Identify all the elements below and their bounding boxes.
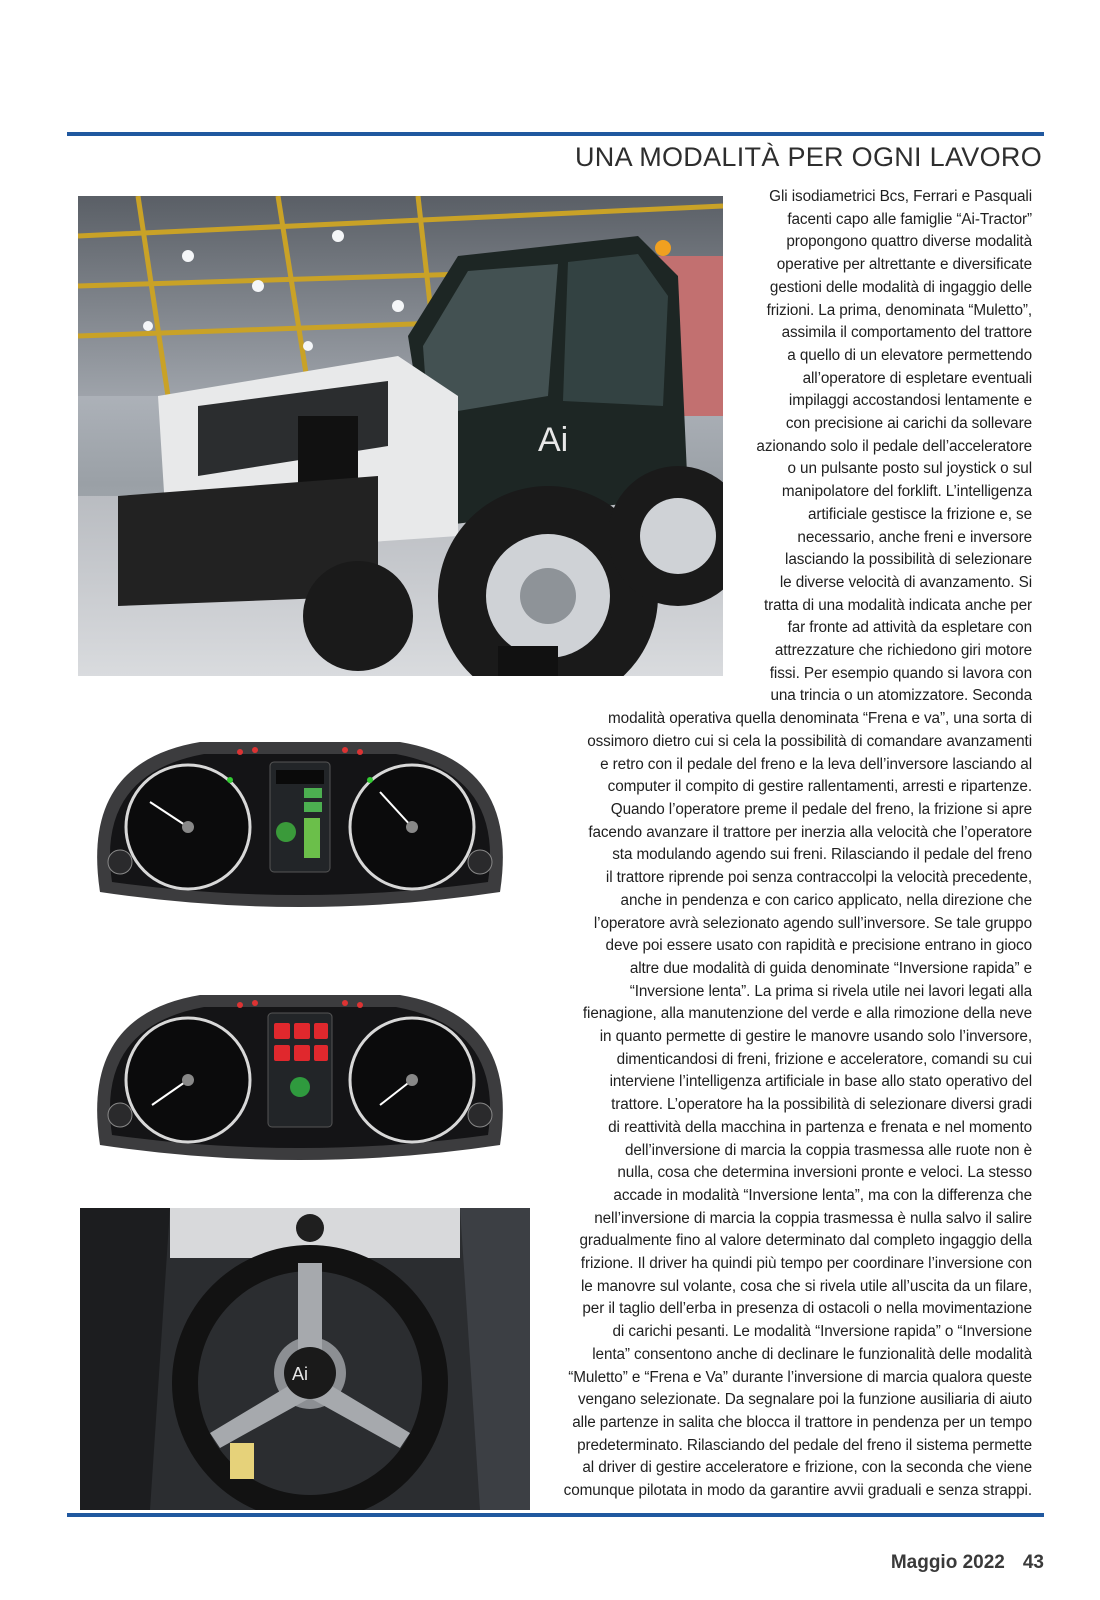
- article-line: dimenticandosi di freni, frizione e acceleratore, comandi su cui: [616, 1050, 1032, 1068]
- article-line: facendo avanzare il trattore per inerzia alla velocità che l’operatore: [588, 823, 1032, 841]
- article-line: tratta di una modalità indicata anche per: [763, 596, 1032, 614]
- article-line: le diverse velocità di avanzamento. Si: [779, 573, 1032, 591]
- article-line: all’operatore di espletare eventuali: [802, 369, 1032, 387]
- steering-ai-badge: Ai: [292, 1364, 309, 1384]
- article-line: necessario, anche freni e inversore: [797, 528, 1032, 546]
- dashboard-cluster-speedometer: [80, 722, 520, 917]
- article-line: attrezzature che richiedono giri motore: [774, 642, 1032, 660]
- article-line: al driver di gestire acceleratore e frizione, con la seconda che viene: [582, 1459, 1032, 1477]
- article-line: deve poi essere usato con rapidità e precisione entrano in gioco: [605, 937, 1032, 955]
- page-title: UNA MODALITÀ PER OGNI LAVORO: [575, 142, 1042, 172]
- article-line: il trattore riprende poi senza contraccolpi la velocità precedente,: [605, 869, 1032, 887]
- article-line: trattore. L’operatore ha la possibilità di selezionare diversi gradi: [611, 1096, 1032, 1114]
- article-line: fissi. Per esempio quando si lavora con: [769, 664, 1032, 682]
- article-line: impilaggi accostandosi lentamente e: [788, 392, 1032, 410]
- article-line: altre due modalità di guida denominate “Inversione rapida” e: [629, 959, 1032, 977]
- article-line: gestioni delle modalità di ingaggio delle: [769, 278, 1032, 296]
- article-line: le manovre sul volante, cosa che si rivela utile all’uscita da un filare,: [581, 1277, 1032, 1295]
- article-line: o un pulsante posto sul joystick o sul: [787, 460, 1032, 478]
- instrument-cluster-1: [80, 722, 520, 917]
- article-line: una trincia o un atomizzatore. Seconda: [770, 687, 1032, 705]
- article-line: “Muletto” e “Frena e Va” durante l’inversione di marcia qualora queste: [568, 1368, 1032, 1386]
- article-line: fienagione, alla manutenzione del verde e alla rimozione della neve: [582, 1005, 1032, 1023]
- article-line: nulla, cosa che determina inversioni pronte e veloci. La stesso: [617, 1164, 1032, 1182]
- article-line: anche in pendenza e con carico applicato, nella direzione che: [620, 891, 1032, 909]
- steering-wheel-illustration: [80, 1208, 530, 1510]
- article-line: “Inversione lenta”. La prima si rivela utile nei lavori legati alla: [629, 982, 1032, 1000]
- article-body: [525, 186, 1032, 1503]
- article-line: a quello di un elevatore permettendo: [787, 346, 1032, 364]
- article-line: facenti capo alle famiglie “Ai-Tractor”: [787, 210, 1032, 228]
- article-line: far fronte ad attività da espletare con: [787, 619, 1032, 637]
- article-line: Gli isodiametrici Bcs, Ferrari e Pasquali: [769, 188, 1032, 205]
- page-footer: [891, 1552, 1044, 1574]
- article-line: alle partenze in salita che blocca il trattore in pendenza per un tempo: [572, 1413, 1032, 1431]
- article-line: nell’inversione di marcia la coppia trasmessa è nulla salvo il salire: [594, 1209, 1032, 1227]
- article-line: di carichi pesanti. Le modalità “Inversione rapida” o “Inversione: [612, 1323, 1032, 1341]
- page-number: 43: [1022, 1552, 1044, 1573]
- article-line: Quando l’operatore preme il pedale del freno, la frizione si apre: [610, 800, 1032, 818]
- article-line: di reattività della macchina in partenza e frenata e nel momento: [608, 1118, 1032, 1136]
- article-line: dell’inversione di marcia la coppia trasmessa alle ruote non è: [624, 1141, 1032, 1159]
- article-line: con precisione ai carichi da sollevare: [785, 415, 1032, 433]
- article-line: operative per altrettante e diversificate: [776, 256, 1032, 274]
- article-line: azionando solo il pedale dell’acceleratore: [756, 437, 1032, 455]
- article-line: assimila il comportamento del trattore: [781, 324, 1032, 342]
- article-line: frizioni. La prima, denominata “Muletto”,: [766, 301, 1032, 319]
- article-line: lasciando la possibilità di selezionare: [785, 551, 1032, 569]
- article-line: accade in modalità “Inversione lenta”, ma con la differenza che: [613, 1186, 1032, 1204]
- article-line: predeterminato. Rilasciando del pedale del freno il sistema permette: [577, 1436, 1032, 1454]
- article-line: in quanto permette di gestire le manovre usando solo l’inversore,: [599, 1028, 1032, 1046]
- article-line: frizione. Il driver ha quindi più tempo per coordinare l’inversione con: [580, 1255, 1032, 1273]
- issue-date: Maggio 2022: [890, 1552, 1005, 1573]
- article-line: vengano selezionate. Da segnalare poi la funzione ausiliaria di aiuto: [577, 1391, 1032, 1409]
- tractor-ai-badge: Ai: [538, 421, 569, 459]
- article-line: gradualmente fino al valore determinato dal completo ingaggio della: [579, 1232, 1032, 1250]
- article-line: e retro con il pedale del freno e la leva dell’inversore lasciando al: [600, 755, 1032, 773]
- top-rule: [67, 132, 1044, 136]
- article-line: ossimoro dietro cui si cela la possibilità di comandare avanzamenti: [587, 732, 1032, 750]
- article-line: l’operatore avrà selezionato agendo sull’inversore. Se tale gruppo: [593, 914, 1032, 932]
- article-line: comunque pilotata in modo da garantire avvii graduali e senza strappi.: [563, 1482, 1032, 1500]
- article-line: manipolatore del forklift. L’intelligenza: [781, 483, 1032, 501]
- article-line: modalità operativa quella denominata “Frena e va”, una sorta di: [608, 710, 1032, 728]
- dashboard-cluster-mode-select: [80, 975, 520, 1170]
- article-line: lenta” consentono anche di declinare le funzionalità delle modalità: [592, 1345, 1032, 1363]
- article-line: computer il compito di gestire rallentamenti, arresti e ripartenze.: [607, 778, 1032, 796]
- instrument-cluster-2: [80, 975, 520, 1170]
- article-line: per il taglio dell’erba in presenza di ostacoli o nella movimentazione: [582, 1300, 1032, 1318]
- article-line: interviene l’intelligenza artificiale in base allo stato operativo del: [609, 1073, 1032, 1091]
- article-line: propongono quattro diverse modalità: [786, 233, 1032, 251]
- bottom-rule: [67, 1513, 1044, 1517]
- steering-wheel-photo: [80, 1208, 530, 1510]
- article-line: sta modulando agendo sui freni. Rilasciando il pedale del freno: [612, 846, 1032, 864]
- article-line: artificiale gestisce la frizione e, se: [807, 505, 1032, 523]
